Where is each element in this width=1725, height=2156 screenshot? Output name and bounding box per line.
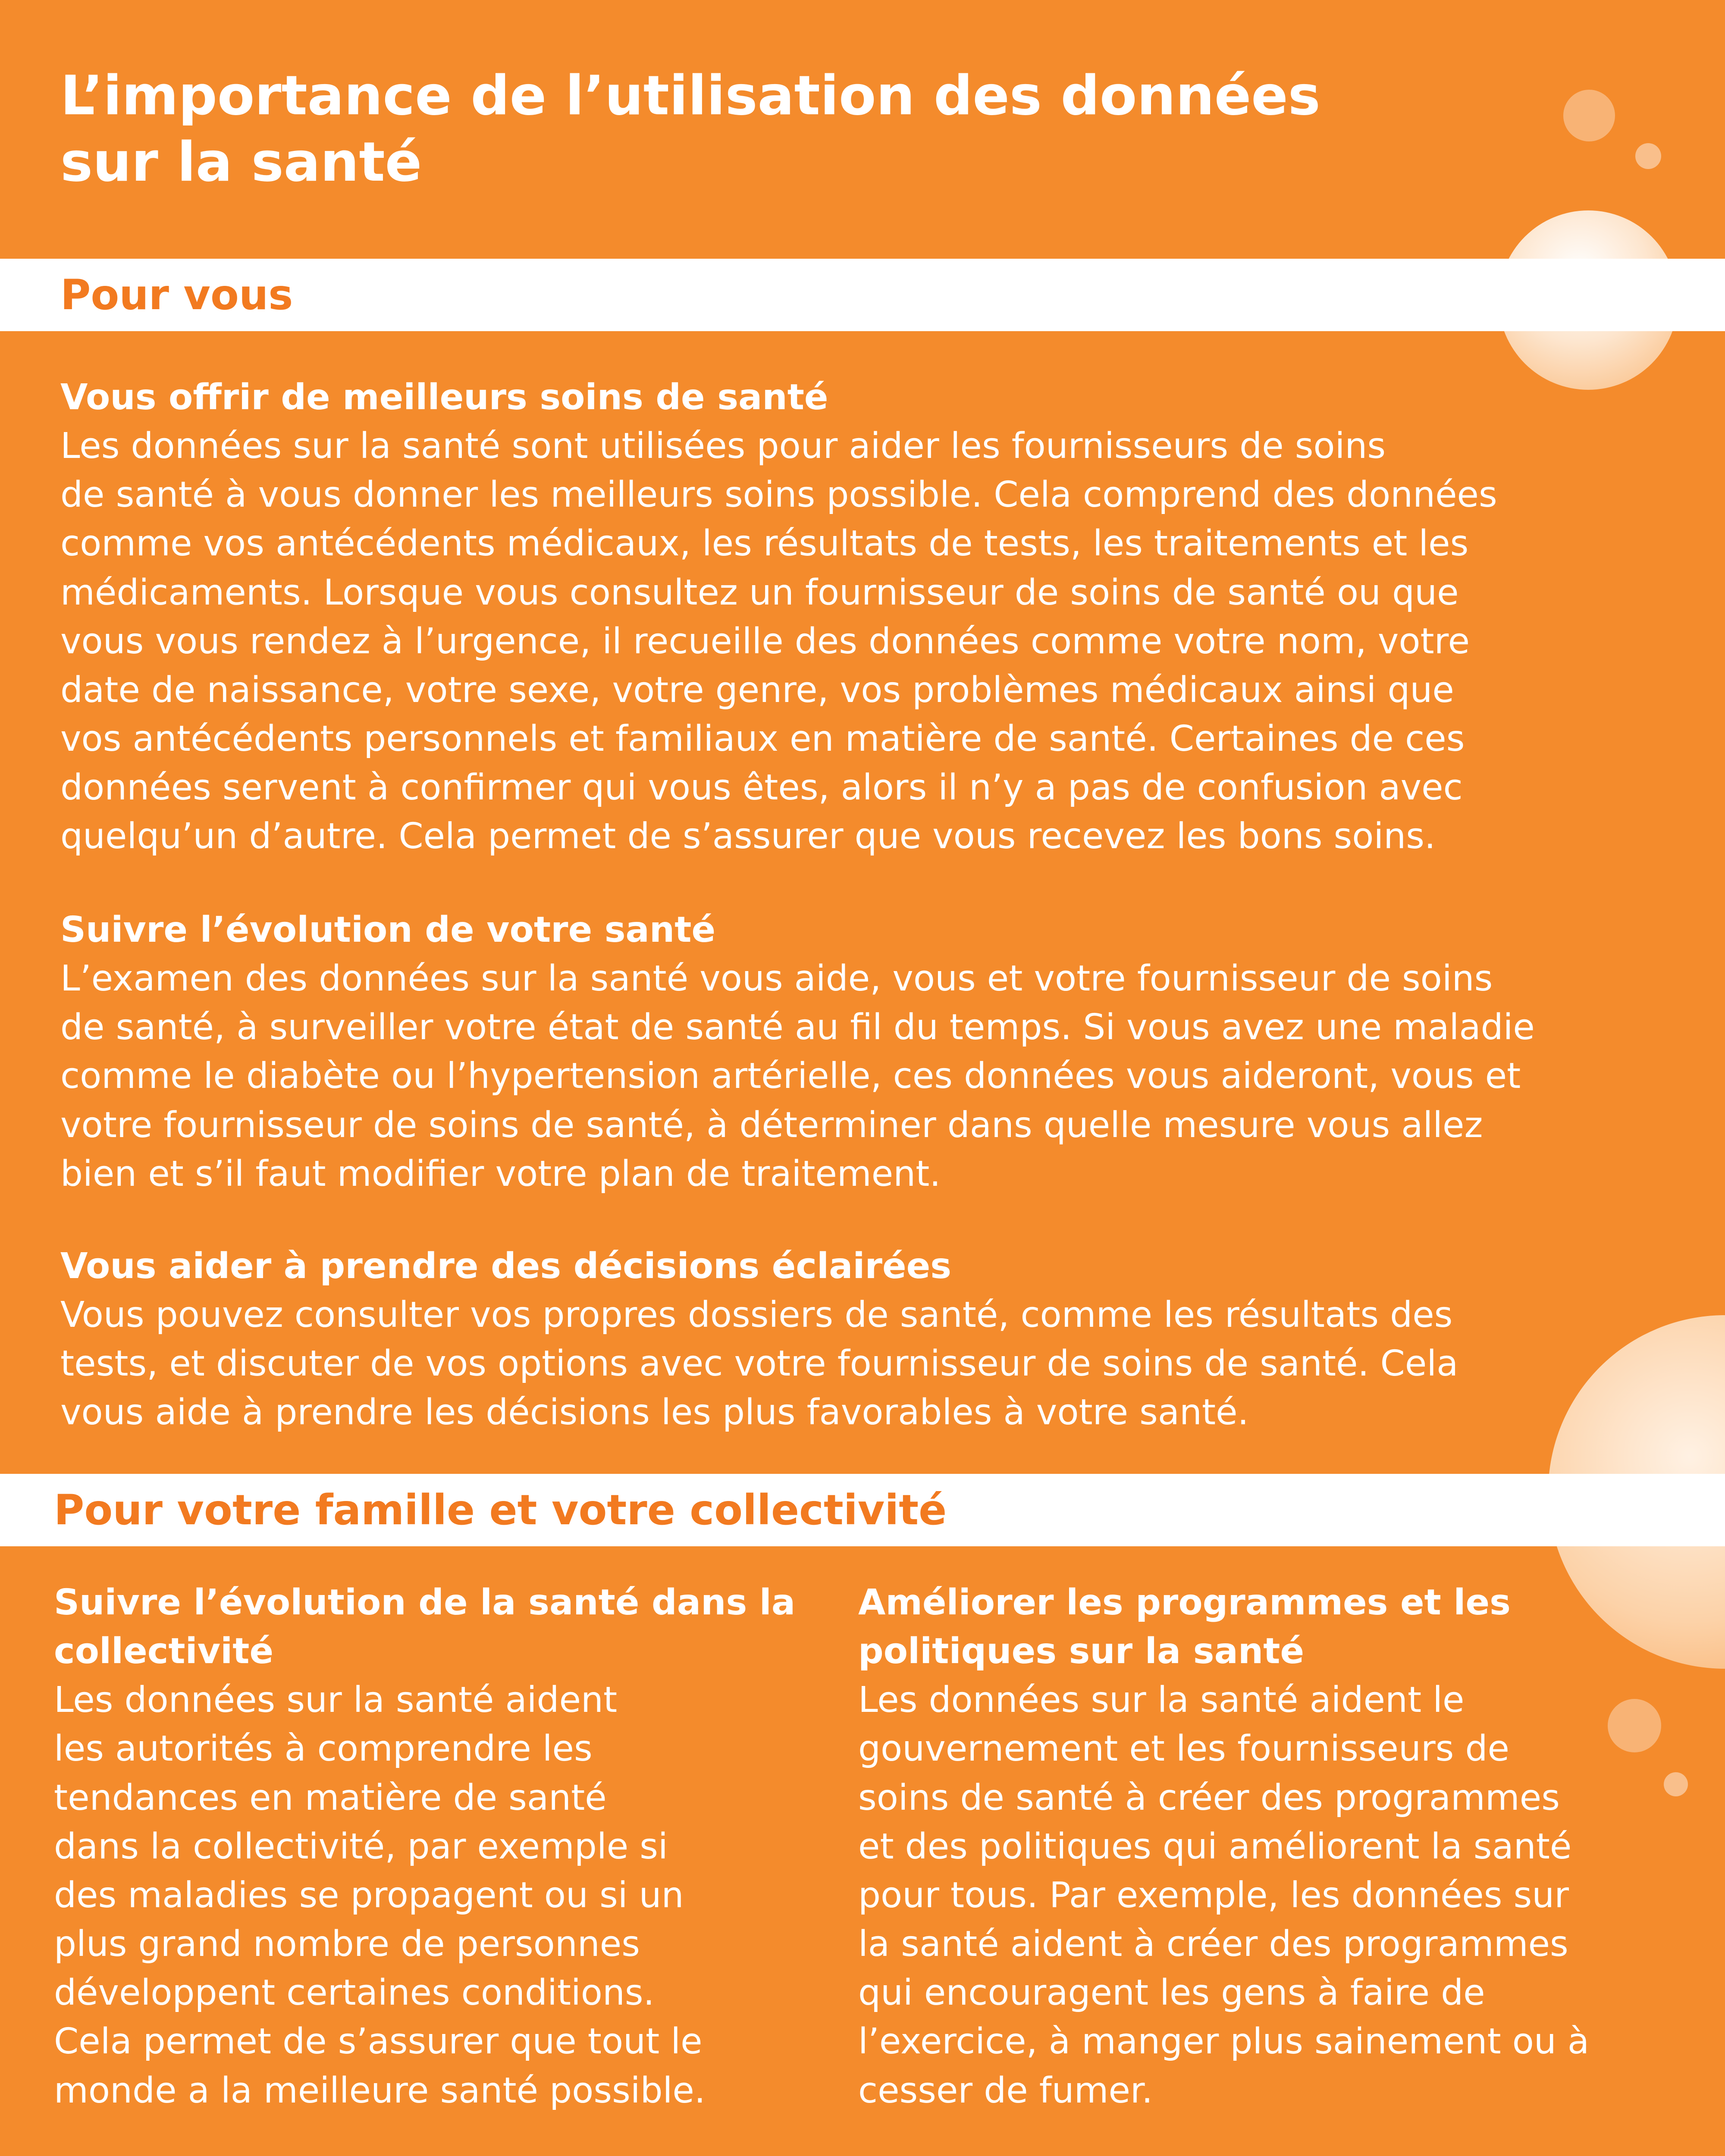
decorative-circle [1563,90,1615,141]
block-title: Vous offrir de meilleurs soins de santé [60,377,828,418]
block-title: Suivre l’évolution de la santé dans la collectivité [54,1582,796,1672]
block-text: Les données sur la santé aident le gouvernement et les fournisseurs de soins de santé à créer des programmes et des politiques qui améliorent la santé pour tous. Par exemple, les données sur la santé aident à créer des programmes qui encouragent les gens à faire de l’exercice, à manger plus sainement ou à cesser de fumer. [858,1680,1590,2111]
block-evolution-sante [60,906,1673,1198]
page-title: L’importance de l’utilisation des données sur la santé [60,64,1320,194]
section-heading-band [0,259,1725,331]
block-meilleurs-soins [60,373,1673,861]
block-programmes-politiques [858,1578,1669,2115]
block-text: Les données sur la santé sont utilisées pour aider les fournisseurs de soins de santé à vous donner les meilleurs soins possible. Cela comprend des données comme vos antécédents médicaux, les résultats de tests, les traitements et les médicaments. Lorsque vous consultez un fournisseur de soins de santé ou que vous vous rendez à l’urgence, il recueille des données comme votre nom, votre date de naissance, votre sexe, votre genre, vos problèmes médicaux ainsi que vos antécédents personnels et familiaux en matière de santé. Certaines de ces données servent à confirmer qui vous êtes, alors il n’y a pas de confusion avec quelqu’un d’autre. Cela permet de s’assurer que vous recevez les bons soins. [60,426,1497,857]
block-text: L’examen des données sur la santé vous aide, vous et votre fournisseur de soins de santé, à surveiller votre état de santé au fil du temps. Si vous avez une maladie comme le diabète ou l’hypertension artérielle, ces données vous aideront, vous et votre fournisseur de soins de santé, à déterminer dans quelle mesure vous allez bien et s’il faut modifier votre plan de traitement. [60,958,1535,1194]
decorative-dot [1635,143,1661,169]
section-heading-pour-vous: Pour vous [60,271,293,319]
block-title: Suivre l’évolution de votre santé [60,909,716,950]
block-title: Vous aider à prendre des décisions éclairées [60,1246,952,1287]
block-sante-collectivite [54,1578,865,2115]
section-heading-famille-collectivite: Pour votre famille et votre collectivité [54,1486,947,1534]
block-decisions-eclairees [60,1242,1673,1437]
block-title: Améliorer les programmes et les politiques sur la santé [858,1582,1511,1672]
block-text: Les données sur la santé aident les autorités à comprendre les tendances en matière de santé dans la collectivité, par exemple si des maladies se propagent ou si un plus grand nombre de personnes développent certaines conditions. Cela permet de s’assurer que tout le monde a la meilleure santé possible. [54,1680,706,2111]
block-text: Vous pouvez consulter vos propres dossiers de santé, comme les résultats des tests, et discuter de vos options avec votre fournisseur de soins de santé. Cela vous aide à prendre les décisions les plus favorables à votre santé. [60,1294,1458,1433]
section-heading-band [0,1474,1725,1546]
